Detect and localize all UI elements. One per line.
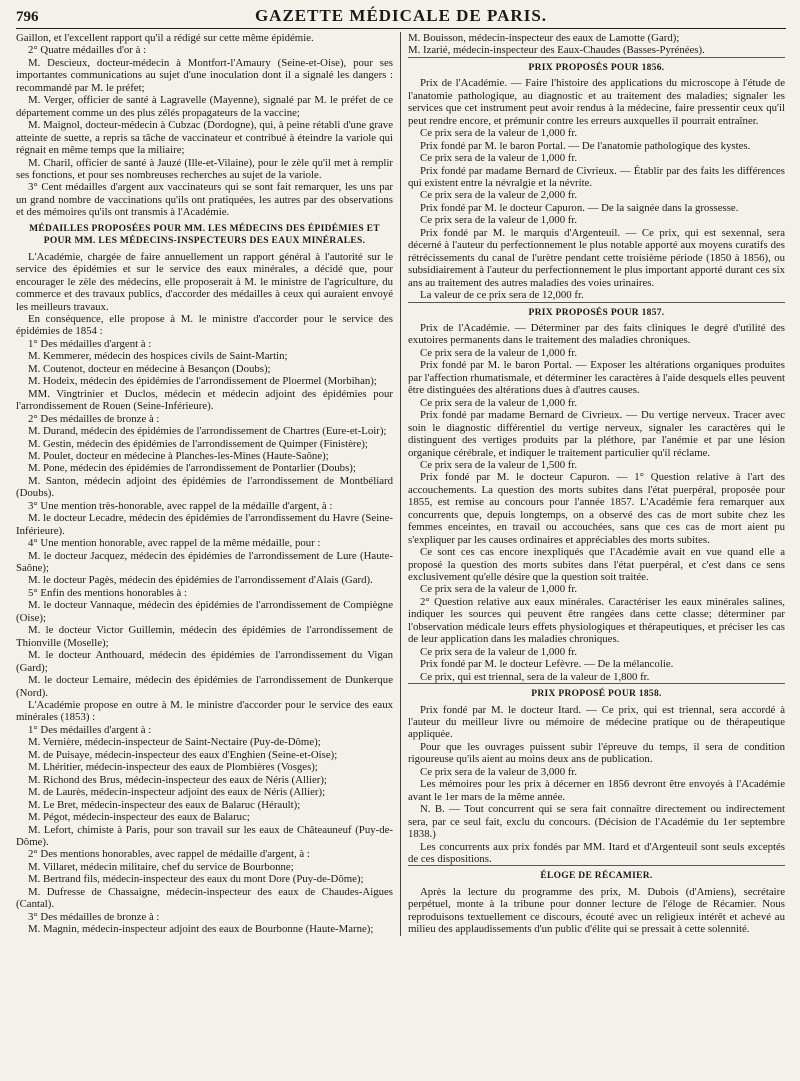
paragraph: Prix fondé par M. le docteur Itard. — Ce prix, qui est triennal, sera accordé à l'auteur du meilleur livre ou mémoire de médecine pratique ou de thérapeutique appliquée.: [408, 703, 785, 741]
paragraph: M. Hodeix, médecin des épidémies de l'arrondissement de Ploermel (Morbihan);: [28, 375, 377, 388]
paragraph: 2° Des mentions honorables, avec rappel de médaille d'argent, à :: [28, 848, 310, 861]
paragraph: M. le docteur Lemaire, médecin des épidémies de l'arrondissement de Dunkerque (Nord).: [16, 674, 393, 699]
paragraph: 4° Une mention honorable, avec rappel de la même médaille, pour :: [28, 537, 321, 550]
paragraph: Prix fondé par M. le marquis d'Argenteuil. — Ce prix, qui est sexennal, sera décerné à l'auteur du perfectionnement le plus notable apporté aux moyens curatifs des rétrécissements du canal de l'urètre pendant cette troisième période (1850 à 1856), ou subsidiairement à l'auteur du perfectionnement le plus important apporté durant ces six ans au traitement des autres maladies des voies urinaires.: [408, 226, 785, 289]
paragraph: L'Académie, chargée de faire annuellement un rapport général à l'autorité sur le service des épidémies et sur le service des eaux minérales, a décidé que, pour encourager le zèle des médecins, elle proposerait à M. le ministre de l'agriculture, du commerce et des travaux publics, d'accorder des médailles à ceux qui auraient envoyé les meilleurs travaux.: [16, 250, 393, 313]
paragraph: M. Lhéritier, médecin-inspecteur des eaux de Plombières (Vosges);: [28, 761, 318, 774]
paragraph: M. Santon, médecin adjoint des épidémies de l'arrondissement de Montbéliard (Doubs).: [16, 474, 393, 500]
paragraph: Prix fondé par M. le baron Portal. — Exposer les altérations organiques produites par l'affection rhumatismale, et déterminer les caractères à l'aide desquels elles peuvent être distinguées des altérations dues à d'autres causes.: [408, 359, 785, 397]
paragraph: La valeur de ce prix sera de 12,000 fr.: [408, 289, 785, 302]
paragraph: 3° Des médailles de bronze à :: [28, 910, 160, 923]
text-columns: [16, 32, 786, 936]
paragraph: M. de Laurès, médecin-inspecteur adjoint des eaux de Néris (Allier);: [28, 786, 326, 799]
paragraph: Prix de l'Académie. — Faire l'histoire des applications du microscope à l'étude de l'anatomie pathologique, au diagnostic et au traitement des maladies; signaler les services que cet instrument peut avoir rendus à la médecine, faire pressentir ceux qu'il peut rendre encore, et prémunir contre les erreurs auxquelles il pourrait entraîner.: [408, 77, 785, 127]
paragraph: Ce prix sera de la valeur de 1,000 fr.: [420, 396, 578, 409]
paragraph: M. le docteur Jacquez, médecin des épidémies de l'arrondissement de Lure (Haute-Saône);: [16, 549, 393, 575]
section-heading: PRIX PROPOSÉS POUR 1857.: [528, 307, 665, 318]
paragraph: Ce prix sera de la valeur de 1,000 fr.: [420, 214, 578, 227]
paragraph: Prix fondé par madame Bernard de Civrieux. — Du vertige nerveux. Tracer avec soin le diagnostic différentiel du vertige nerveux, signaler les caractères qui le distinguent des vertiges produits par la pléthore, par l'anémie et par une lésion organique cérébrale, et indiquer le traitement particulier qu'il réclame.: [408, 409, 785, 459]
paragraph: M. Kemmerer, médecin des hospices civils de Saint-Martin;: [28, 350, 288, 363]
journal-title: GAZETTE MÉDICALE DE PARIS.: [254, 6, 548, 25]
paragraph: M. Gestin, médecin des épidémies de l'arrondissement de Quimper (Finistère);: [28, 437, 368, 450]
paragraph: En conséquence, elle propose à M. le ministre d'accorder pour le service des épidémies de 1854 :: [16, 312, 393, 338]
paragraph: 5° Enfin des mentions honorables à :: [28, 586, 188, 599]
section-heading: PRIX PROPOSÉS POUR 1856.: [528, 62, 665, 73]
paragraph: M. Pégot, médecin-inspecteur des eaux de Balaruc;: [28, 811, 250, 824]
paragraph: M. Bouisson, médecin-inspecteur des eaux de Lamotte (Gard);: [408, 32, 680, 44]
paragraph: 2° Des médailles de bronze à :: [28, 412, 160, 425]
paragraph: Prix fondé par M. le docteur Lefèvre. — De la mélancolie.: [420, 658, 674, 671]
paragraph: Ce prix sera de la valeur de 1,000 fr.: [420, 152, 578, 165]
paragraph: 2° Quatre médailles d'or à :: [28, 44, 147, 57]
section-heading: PRIX PROPOSÉ POUR 1858.: [531, 689, 662, 700]
paragraph: MM. Vingtrinier et Duclos, médecin et médecin adjoint des épidémies pour l'arrondissement de Rouen (Seine-Inférieure).: [16, 387, 393, 413]
paragraph: Ce prix sera de la valeur de 1,000 fr.: [420, 583, 578, 596]
paragraph: M. Magnin, médecin-inspecteur adjoint des eaux de Bourbonne (Haute-Marne);: [28, 923, 374, 936]
paragraph: M. le docteur Lecadre, médecin des épidémies de l'arrondissement du Havre (Seine-Inférieure).: [16, 512, 393, 537]
paragraph: 3° Cent médailles d'argent aux vaccinateurs qui se sont fait remarquer, les uns par un grand nombre de vaccinations qu'ils ont pratiquées, les autres par des observations et des mémoires qu'ils ont transmis à l'Académie.: [16, 181, 393, 219]
paragraph: M. Poulet, docteur en médecine à Planches-les-Mines (Haute-Saône);: [28, 449, 329, 462]
paragraph: L'Académie propose en outre à M. le ministre d'accorder pour le service des eaux minérales (1853) :: [16, 699, 393, 724]
paragraph: Ce prix sera de la valeur de 1,000 fr.: [420, 346, 578, 359]
paragraph: Les mémoires pour les prix à décerner en 1856 devront être envoyés à l'Académie avant le 1er mars de la même année.: [408, 778, 785, 803]
paragraph: Ce prix sera de la valeur de 3,000 fr.: [420, 765, 578, 778]
paragraph: M. Villaret, médecin militaire, chef du service de Bourbonne;: [28, 860, 294, 873]
paragraph: Après la lecture du programme des prix, M. Dubois (d'Amiens), secrétaire perpétuel, monte à la tribune pour donner lecture de l'éloge de Récamier. Nous reproduisons textuellement ce discours, écouté avec un religieux intérêt et achevé au milieu des applaudissements d'un public d'élite qui se pressait à cette solennité.: [408, 885, 785, 936]
paragraph: M. Richond des Brus, médecin-inspecteur des eaux de Néris (Allier);: [28, 773, 327, 786]
page-header: [16, 6, 786, 29]
right-column: [400, 32, 785, 936]
paragraph: M. le docteur Anthouard, médecin des épidémies de l'arrondissement du Vigan (Gard);: [16, 649, 393, 674]
paragraph: Gaillon, et l'excellent rapport qu'il a rédigé sur cette même épidémie.: [16, 32, 314, 44]
paragraph: N. B. — Tout concurrent qui se sera fait connaître directement ou indirectement sera, par ce seul fait, exclu du concours. (Décision de l'Académie du 1er septembre 1838.): [408, 803, 785, 841]
paragraph: M. le docteur Vannaque, médecin des épidémies de l'arrondissement de Compiègne (Oise);: [16, 599, 393, 624]
paragraph: Ce prix, qui est triennal, sera de la valeur de 1,800 fr.: [408, 671, 785, 684]
paragraph: M. Lefort, chimiste à Paris, pour son travail sur les eaux de Châteauneuf (Puy-de-Dôme).: [16, 823, 393, 848]
paragraph: Ce prix sera de la valeur de 1,000 fr.: [420, 645, 578, 658]
paragraph: M. Coutenot, docteur en médecine à Besançon (Doubs);: [28, 362, 271, 375]
paragraph: 2° Question relative aux eaux minérales. Caractériser les eaux minérales salines, indiquer les sources qui peuvent être rangées dans cette classe; déterminer par l'observation médicale leurs effets physiologiques et thérapeutiques, et préciser les cas de leur application dans les maladies chroniques.: [408, 595, 785, 646]
paragraph: M. Vernière, médecin-inspecteur de Saint-Nectaire (Puy-de-Dôme);: [28, 736, 321, 749]
section-heading: MÉDAILLES PROPOSÉES POUR MM. LES MÉDECINS DES ÉPIDÉMIES ET POUR MM. LES MÉDECINS-INSPECTEURS DES EAUX MINÉRALES.: [29, 223, 380, 247]
paragraph: M. Pone, médecin des épidémies de l'arrondissement de Pontarlier (Doubs);: [28, 462, 356, 475]
paragraph: M. Dufresse de Chassaigne, médecin-inspecteur des eaux de Chaudes-Aigues (Cantal).: [16, 885, 393, 911]
paragraph: M. Descieux, docteur-médecin à Montfort-l'Amaury (Seine-et-Oise), pour ses importantes communications au sujet d'une inoculation dont il a signalé les dangers : recommandé par M. le préfet;: [16, 56, 393, 94]
paragraph: M. Le Bret, médecin-inspecteur des eaux de Balaruc (Hérault);: [28, 798, 301, 811]
paragraph: Prix fondé par M. le baron Portal. — De l'anatomie pathologique des kystes.: [420, 139, 751, 152]
paragraph: 1° Des médailles d'argent à :: [28, 337, 152, 350]
page-number: 796: [16, 9, 39, 25]
paragraph: M. Maignol, docteur-médecin à Cubzac (Dordogne), qui, à peine rétabli d'une grave atteinte de suette, a repris sa tâche de vaccinateur et contribué à éteindre la variole qui régnait en même temps que la miliaire;: [16, 119, 393, 157]
paragraph: Ce prix sera de la valeur de 2,000 fr.: [420, 189, 578, 202]
paragraph: 1° Des médailles d'argent à :: [28, 723, 152, 736]
paragraph: M. Bertrand fils, médecin-inspecteur des eaux du mont Dore (Puy-de-Dôme);: [28, 873, 364, 886]
paragraph: M. Charil, officier de santé à Jauzé (Ille-et-Vilaine), pour le zèle qu'il met à remplir ses fonctions, et pour ses nombreuses recherches au sujet de la variole.: [16, 156, 393, 181]
paragraph: M. de Puisaye, médecin-inspecteur des eaux d'Enghien (Seine-et-Oise);: [28, 748, 338, 761]
paragraph: Ce sont ces cas encore inexpliqués que l'Académie avait en vue quand elle a proposé la question des morts subites dans l'état puerpéral, et c'est dans ce sens exclusivement qu'elle désire que la question soit traitée.: [408, 546, 785, 584]
paragraph: 3° Une mention très-honorable, avec rappel de la médaille d'argent, à :: [28, 499, 333, 512]
paragraph: Ce prix sera de la valeur de 1,500 fr.: [420, 458, 578, 471]
left-column: [16, 32, 400, 936]
paragraph: Prix fondé par M. le docteur Capuron. — 1° Question relative à l'art des accouchements. La question des morts subites dans l'état puerpéral, proposée pour 1855, est remise au concours pour l'année 1857. L'Académie fera remarquer aux concurrents que, depuis longtemps, on a observé des cas de mort subite chez les femmes enceintes, en travail ou accouchées, sans que ces cas de mort aient pu s'expliquer par les causes ordinaires et appréciables des morts subites.: [408, 471, 785, 546]
paragraph: M. Verger, officier de santé à Lagravelle (Mayenne), signalé par M. le préfet de ce département comme un des plus zélés propagateurs de la vaccine;: [16, 94, 393, 119]
paragraph: Prix fondé par M. le docteur Capuron. — De la saignée dans la grossesse.: [420, 201, 739, 214]
paragraph: M. Durand, médecin des épidémies de l'arrondissement de Chartres (Eure-et-Loir);: [28, 425, 387, 438]
paragraph: Ce prix sera de la valeur de 1,000 fr.: [420, 127, 578, 140]
paragraph: Prix fondé par madame Bernard de Civrieux. — Établir par des faits les différences qui existent entre la névralgie et la névrite.: [408, 164, 785, 189]
paragraph: M. Izarié, médecin-inspecteur des Eaux-Chaudes (Basses-Pyrénées).: [408, 44, 785, 57]
paragraph: M. le docteur Victor Guillemin, médecin des épidémies de l'arrondissement de Thionville (Moselle);: [16, 624, 393, 649]
paragraph: Prix de l'Académie. — Déterminer par des faits cliniques le degré d'utilité des exutoires permanents dans le traitement des maladies chroniques.: [408, 321, 785, 347]
section-heading: ÉLOGE DE RÉCAMIER.: [540, 871, 653, 882]
paragraph: Les concurrents aux prix fondés par MM. Itard et d'Argenteuil sont seuls exceptés de ces dispositions.: [408, 840, 785, 865]
paragraph: M. le docteur Pagès, médecin des épidémies de l'arrondissement d'Alais (Gard).: [28, 574, 373, 587]
paragraph: Pour que les ouvrages puissent subir l'épreuve du temps, il sera de condition rigoureuse qu'ils aient au moins deux ans de publication.: [408, 740, 785, 766]
